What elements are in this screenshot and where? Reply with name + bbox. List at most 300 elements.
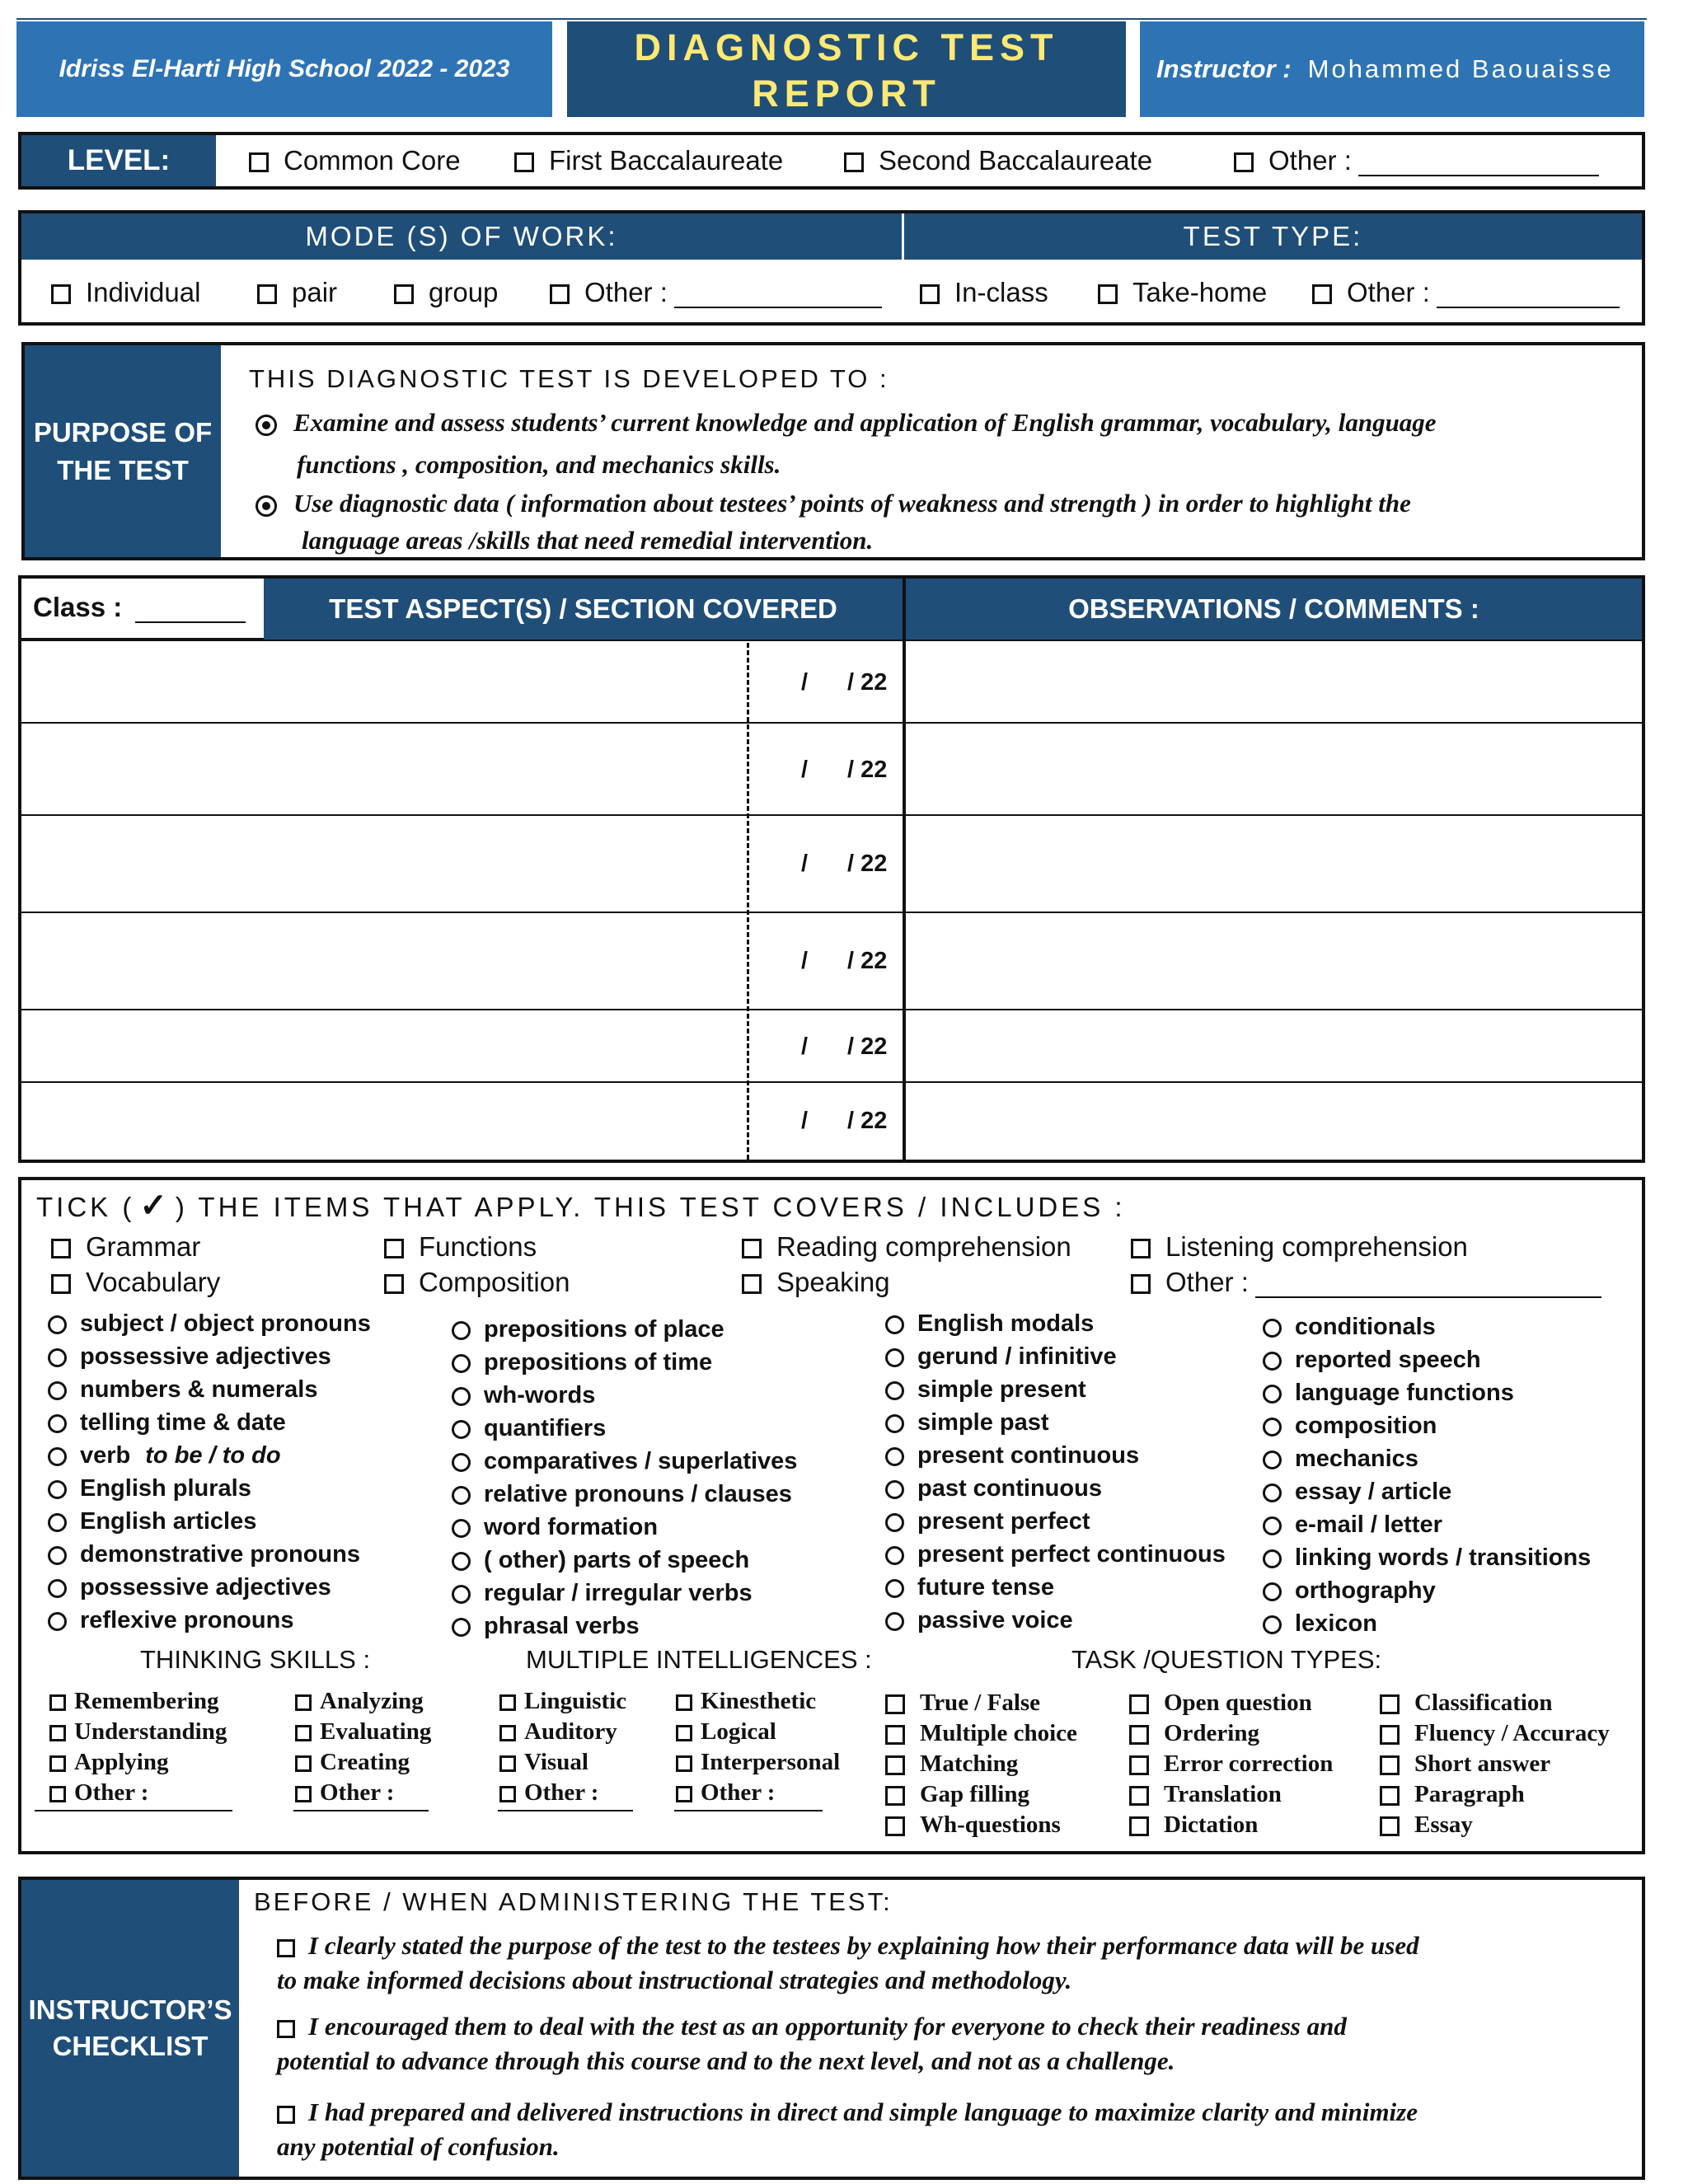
skill-other-field[interactable] [1255, 1296, 1601, 1298]
table-row[interactable] [21, 724, 1643, 816]
school-name: Idriss El-Harti High School 2022 - 2023 [59, 55, 510, 82]
grammar-item[interactable] [885, 1508, 1090, 1535]
checklist-item-2[interactable] [277, 2009, 1347, 2079]
header-top-rule [16, 18, 1647, 20]
checkbox-icon[interactable] [51, 284, 71, 304]
thinking-item[interactable] [295, 1688, 424, 1715]
grammar-item[interactable] [885, 1607, 1073, 1634]
skill-other[interactable] [1131, 1267, 1601, 1298]
radio-icon[interactable] [452, 1420, 471, 1439]
grammar-item[interactable] [48, 1310, 371, 1338]
option-label: Other : [584, 277, 668, 307]
thinking-other-field[interactable] [35, 1810, 232, 1811]
item-label: prepositions of time [484, 1349, 713, 1376]
skill-reading[interactable] [742, 1231, 1071, 1263]
radio-icon[interactable] [1263, 1385, 1282, 1404]
task-item[interactable] [885, 1720, 1077, 1747]
option-label: Individual [86, 277, 201, 307]
checkbox-icon[interactable] [51, 1274, 71, 1294]
purpose-item-2 [256, 485, 1411, 559]
checklist-item-1-text: I clearly stated the purpose of the test to the testees by explaining how their performance data will be used [308, 1931, 1419, 1960]
checklist-item-3-text-cont: any potential of confusion. [277, 2132, 560, 2161]
grammar-item[interactable] [48, 1343, 331, 1371]
item-label: Auditory [524, 1718, 617, 1745]
item-label: simple past [917, 1409, 1049, 1436]
radio-icon[interactable] [1263, 1451, 1282, 1469]
score-total: / 22 [847, 1033, 888, 1060]
grammar-item[interactable] [1263, 1610, 1377, 1638]
checkbox-icon[interactable] [844, 152, 864, 172]
radio-icon[interactable] [48, 1546, 67, 1565]
task-item[interactable] [1380, 1781, 1525, 1808]
tasks-heading: TASK /QUESTION TYPES: [1071, 1645, 1382, 1674]
checkbox-icon[interactable] [1129, 1694, 1149, 1714]
radio-icon[interactable] [1263, 1549, 1282, 1568]
option-label: Other : [1165, 1267, 1249, 1297]
item-label: Gap filling [920, 1781, 1029, 1807]
score-slash: / [801, 1033, 809, 1060]
radio-icon[interactable] [452, 1354, 471, 1373]
task-item[interactable] [1129, 1720, 1259, 1747]
option-label: Reading comprehension [776, 1231, 1071, 1262]
bullet-icon [256, 495, 277, 517]
checkbox-icon[interactable] [277, 2020, 295, 2038]
item-label: lexicon [1295, 1610, 1377, 1637]
radio-icon[interactable] [452, 1321, 471, 1340]
item-label: gerund / infinitive [917, 1343, 1117, 1370]
checkbox-icon[interactable] [676, 1755, 692, 1772]
skill-vocabulary[interactable] [51, 1267, 220, 1298]
grammar-item[interactable] [452, 1382, 595, 1409]
type-take-home[interactable] [1098, 277, 1267, 308]
item-label: Logical [701, 1718, 776, 1745]
radio-icon[interactable] [452, 1552, 471, 1571]
radio-icon[interactable] [48, 1480, 67, 1499]
purpose-item-2-text-cont: language areas /skills that need remedial intervention. [302, 526, 874, 555]
checkbox-icon[interactable] [1234, 152, 1254, 172]
checkbox-icon[interactable] [550, 284, 570, 304]
checklist-label [21, 1880, 239, 2177]
intelligences-heading: MULTIPLE INTELLIGENCES : [526, 1645, 872, 1674]
task-item[interactable] [1380, 1690, 1553, 1717]
grammar-item[interactable] [48, 1409, 286, 1436]
item-label: Other : [320, 1779, 395, 1806]
checkbox-icon[interactable] [885, 1786, 905, 1806]
checkbox-icon[interactable] [295, 1694, 312, 1711]
item-label: verb [80, 1442, 131, 1469]
purpose-item-1 [256, 401, 1437, 485]
checkbox-icon[interactable] [384, 1239, 404, 1258]
checkbox-icon[interactable] [499, 1694, 516, 1711]
item-label: Kinesthetic [701, 1688, 817, 1714]
tick-heading-start: TICK ( [36, 1192, 135, 1222]
grammar-item[interactable] [885, 1409, 1049, 1436]
radio-icon[interactable] [48, 1612, 67, 1631]
checkbox-icon[interactable] [277, 2106, 295, 2124]
purpose-label [25, 345, 221, 557]
table-row[interactable] [21, 640, 1643, 724]
checkbox-icon[interactable] [394, 284, 414, 304]
checkbox-icon[interactable] [295, 1725, 312, 1741]
grammar-item[interactable] [885, 1442, 1139, 1469]
checkbox-icon[interactable] [742, 1274, 762, 1294]
table-row[interactable] [21, 816, 1643, 913]
grammar-item[interactable] [885, 1310, 1094, 1338]
thinking-item[interactable] [295, 1718, 431, 1746]
item-label: Multiple choice [920, 1720, 1077, 1746]
task-item[interactable] [1380, 1720, 1610, 1747]
radio-icon[interactable] [885, 1513, 904, 1532]
test-type-header: TEST TYPE: [1183, 221, 1363, 251]
tick-heading [36, 1187, 1126, 1225]
mode-pair[interactable] [257, 277, 337, 308]
grammar-item[interactable] [452, 1349, 712, 1376]
option-label: pair [292, 277, 338, 307]
thinking-item[interactable] [49, 1688, 219, 1715]
radio-icon[interactable] [452, 1486, 471, 1505]
mode-other[interactable] [550, 277, 882, 308]
grammar-item[interactable] [1263, 1577, 1436, 1605]
item-label: Other : [524, 1779, 599, 1806]
task-item[interactable] [885, 1781, 1029, 1808]
class-input[interactable] [135, 621, 246, 623]
checkbox-icon[interactable] [676, 1786, 692, 1802]
skill-composition[interactable] [384, 1267, 570, 1298]
task-item[interactable] [1129, 1750, 1333, 1778]
thinking-other-field-2[interactable] [293, 1810, 429, 1811]
checkbox-icon[interactable] [49, 1755, 66, 1772]
checkbox-icon[interactable] [1380, 1694, 1400, 1714]
item-label: demonstrative pronouns [80, 1541, 360, 1568]
item-label: passive voice [917, 1607, 1073, 1633]
report-title [567, 21, 1126, 117]
grammar-item[interactable] [48, 1541, 360, 1568]
item-label: composition [1295, 1413, 1437, 1439]
item-label: language functions [1295, 1380, 1514, 1406]
intelligence-item[interactable] [499, 1749, 588, 1776]
table-row[interactable] [21, 1010, 1643, 1083]
checklist-item-1[interactable] [277, 1929, 1419, 1998]
radio-icon[interactable] [1263, 1516, 1282, 1535]
task-item[interactable] [1380, 1750, 1550, 1778]
checkbox-icon[interactable] [676, 1725, 692, 1741]
item-label: wh-words [484, 1382, 596, 1408]
purpose-heading: THIS DIAGNOSTIC TEST IS DEVELOPED TO : [249, 364, 889, 393]
checkbox-icon[interactable] [885, 1816, 905, 1836]
mode-group[interactable] [394, 277, 498, 308]
checkbox-icon[interactable] [277, 1939, 295, 1957]
item-label: possessive adjectives [80, 1574, 331, 1601]
checkbox-icon[interactable] [249, 152, 269, 172]
grammar-item[interactable] [1263, 1446, 1418, 1473]
checkbox-icon[interactable] [1131, 1239, 1151, 1258]
instructor-name: Mohammed Baouaisse [1307, 54, 1614, 83]
radio-icon[interactable] [885, 1447, 904, 1466]
radio-icon[interactable] [48, 1414, 67, 1433]
radio-icon[interactable] [1263, 1418, 1282, 1436]
grammar-item[interactable] [48, 1442, 281, 1469]
checklist-label-line-1: INSTRUCTOR’S [28, 1994, 232, 2025]
radio-icon[interactable] [452, 1618, 471, 1637]
item-label: Classification [1414, 1690, 1553, 1716]
grammar-item[interactable] [48, 1376, 317, 1404]
item-label: essay / article [1295, 1479, 1452, 1505]
checkbox-icon[interactable] [1129, 1725, 1149, 1745]
item-label: subject / object pronouns [80, 1310, 371, 1337]
thinking-item[interactable] [49, 1718, 227, 1746]
radio-icon[interactable] [48, 1447, 67, 1466]
intelligence-item[interactable] [499, 1718, 617, 1746]
item-label: word formation [484, 1514, 659, 1540]
grammar-item[interactable] [452, 1514, 658, 1541]
task-item[interactable] [1129, 1690, 1312, 1717]
checkbox-icon[interactable] [49, 1725, 66, 1741]
checklist-item-2-text-cont: potential to advance through this course and to the next level, and not as a challenge. [277, 2046, 1175, 2075]
intelligence-item[interactable] [676, 1688, 816, 1715]
aspect-header: TEST ASPECT(S) / SECTION COVERED [264, 579, 903, 640]
grammar-item[interactable] [1263, 1413, 1437, 1440]
item-label: simple present [917, 1376, 1086, 1403]
checkbox-icon[interactable] [499, 1755, 516, 1772]
item-label: Paragraph [1414, 1781, 1525, 1807]
type-in-class[interactable] [920, 277, 1048, 308]
skill-listening[interactable] [1131, 1231, 1468, 1263]
option-label: Common Core [284, 145, 461, 176]
table-row[interactable] [21, 913, 1643, 1010]
item-label: Understanding [74, 1718, 227, 1745]
item-label: present continuous [917, 1442, 1140, 1469]
intelligence-item[interactable] [499, 1779, 598, 1807]
item-label: Fluency / Accuracy [1414, 1720, 1610, 1746]
task-item[interactable] [1380, 1811, 1473, 1839]
skill-functions[interactable] [384, 1231, 537, 1263]
item-label: telling time & date [80, 1409, 286, 1436]
item-label: ( other) parts of speech [484, 1547, 750, 1573]
option-label: In-class [954, 277, 1048, 307]
intelligence-item[interactable] [676, 1718, 776, 1746]
item-label: past continuous [917, 1475, 1102, 1502]
radio-icon[interactable] [452, 1453, 471, 1472]
option-label: Composition [419, 1267, 570, 1297]
level-other-field[interactable] [1358, 175, 1599, 176]
grammar-item[interactable] [48, 1574, 331, 1601]
score-total: / 22 [847, 757, 888, 783]
item-label: mechanics [1295, 1446, 1418, 1472]
item-label: reported speech [1295, 1347, 1481, 1373]
grammar-item[interactable] [452, 1613, 640, 1640]
option-label: Second Baccalaureate [879, 145, 1153, 176]
score-slash: / [801, 1108, 809, 1134]
checkbox-icon[interactable] [514, 152, 534, 172]
thinking-item[interactable] [49, 1749, 168, 1776]
checkbox-icon[interactable] [295, 1755, 312, 1772]
grammar-item[interactable] [885, 1376, 1086, 1404]
item-label: present perfect [917, 1508, 1090, 1535]
grammar-item[interactable] [452, 1316, 724, 1343]
radio-icon[interactable] [885, 1579, 904, 1598]
grammar-item[interactable] [452, 1448, 797, 1475]
checkbox-icon[interactable] [499, 1725, 516, 1741]
checkbox-icon[interactable] [1380, 1786, 1400, 1806]
level-other[interactable] [1234, 145, 1599, 176]
score-slash: / [801, 948, 809, 974]
checkbox-icon[interactable] [885, 1694, 905, 1714]
checkbox-icon[interactable] [1098, 284, 1118, 304]
checkbox-icon[interactable] [384, 1274, 404, 1294]
item-label: English plurals [80, 1475, 251, 1502]
checkbox-icon[interactable] [499, 1786, 516, 1802]
grammar-item[interactable] [452, 1547, 749, 1574]
checkbox-icon[interactable] [1380, 1816, 1400, 1836]
checklist-item-3[interactable] [277, 2095, 1418, 2164]
grammar-item[interactable] [1263, 1511, 1442, 1539]
item-label: Other : [701, 1779, 776, 1806]
intelligence-other-field[interactable] [498, 1810, 633, 1811]
radio-icon[interactable] [885, 1381, 904, 1400]
radio-icon[interactable] [885, 1480, 904, 1499]
task-item[interactable] [885, 1750, 1018, 1778]
task-item[interactable] [885, 1690, 1040, 1717]
grammar-item[interactable] [48, 1508, 256, 1535]
option-label: Other : [1268, 145, 1352, 176]
level-common-core[interactable] [249, 145, 461, 176]
item-label: Essay [1414, 1811, 1473, 1838]
radio-icon[interactable] [452, 1387, 471, 1406]
item-label: Visual [524, 1749, 588, 1775]
checkbox-icon[interactable] [1129, 1786, 1149, 1806]
item-label: Applying [74, 1749, 169, 1775]
level-first-bac[interactable] [514, 145, 783, 176]
checkbox-icon[interactable] [1129, 1755, 1149, 1775]
option-label: Vocabulary [86, 1267, 221, 1297]
checkbox-icon[interactable] [51, 1239, 71, 1258]
mode-individual[interactable] [51, 277, 200, 308]
checkbox-icon[interactable] [885, 1725, 905, 1745]
item-label: Dictation [1164, 1811, 1259, 1838]
radio-icon[interactable] [48, 1513, 67, 1532]
skill-grammar[interactable] [51, 1231, 200, 1263]
level-label: LEVEL: [21, 135, 216, 186]
grammar-item[interactable] [885, 1541, 1226, 1568]
grammar-item[interactable] [1263, 1544, 1591, 1572]
item-label: phrasal verbs [484, 1613, 640, 1639]
thinking-item[interactable] [295, 1779, 394, 1807]
item-label: Error correction [1164, 1750, 1334, 1777]
item-label: Short answer [1414, 1750, 1551, 1777]
checkbox-icon[interactable] [1129, 1816, 1149, 1836]
radio-icon[interactable] [48, 1315, 67, 1334]
radio-icon[interactable] [1263, 1352, 1282, 1371]
radio-icon[interactable] [885, 1414, 904, 1433]
intelligence-item[interactable] [676, 1749, 840, 1776]
task-item[interactable] [1129, 1781, 1282, 1808]
item-label: Remembering [74, 1688, 219, 1714]
grammar-item[interactable] [885, 1574, 1054, 1601]
thinking-item[interactable] [49, 1779, 148, 1807]
item-label: possessive adjectives [80, 1343, 331, 1370]
radio-icon[interactable] [885, 1315, 904, 1334]
checkbox-icon[interactable] [1312, 284, 1332, 304]
checkbox-icon[interactable] [257, 284, 277, 304]
mode-other-field[interactable] [674, 307, 882, 308]
checkbox-icon[interactable] [49, 1786, 66, 1802]
level-second-bac[interactable] [844, 145, 1152, 176]
grammar-item[interactable] [1263, 1380, 1514, 1407]
checkbox-icon[interactable] [742, 1239, 762, 1258]
radio-icon[interactable] [885, 1612, 904, 1631]
item-label: numbers & numerals [80, 1376, 318, 1403]
radio-icon[interactable] [1263, 1582, 1282, 1601]
checkbox-icon[interactable] [1131, 1274, 1151, 1294]
grammar-item[interactable] [885, 1343, 1117, 1371]
option-label: First Baccalaureate [549, 145, 784, 176]
task-item[interactable] [885, 1811, 1061, 1839]
score-total: / 22 [847, 851, 888, 877]
skill-speaking[interactable] [742, 1267, 890, 1298]
radio-icon[interactable] [452, 1519, 471, 1538]
radio-icon[interactable] [1263, 1483, 1282, 1502]
checklist-label-line-2: CHECKLIST [52, 2031, 209, 2061]
purpose-label-line-1: PURPOSE OF [33, 416, 213, 448]
grammar-item[interactable] [452, 1481, 792, 1508]
radio-icon[interactable] [885, 1348, 904, 1367]
radio-icon[interactable] [1263, 1319, 1282, 1338]
radio-icon[interactable] [48, 1348, 67, 1367]
grammar-item[interactable] [1263, 1314, 1436, 1341]
purpose-label-line-2: THE TEST [57, 454, 189, 485]
intelligence-other-field-2[interactable] [674, 1810, 823, 1811]
thinking-item[interactable] [295, 1749, 410, 1776]
checkbox-icon[interactable] [1380, 1725, 1400, 1745]
grammar-item[interactable] [1263, 1479, 1451, 1506]
checkbox-icon[interactable] [295, 1786, 312, 1802]
grammar-item[interactable] [452, 1415, 606, 1442]
option-label: Other : [1347, 277, 1430, 307]
grammar-item[interactable] [452, 1580, 753, 1607]
radio-icon[interactable] [452, 1585, 471, 1604]
item-label: Wh-questions [920, 1811, 1061, 1838]
item-label: Interpersonal [701, 1749, 841, 1775]
checkbox-icon[interactable] [676, 1694, 692, 1711]
checkbox-icon[interactable] [885, 1755, 905, 1775]
radio-icon[interactable] [48, 1579, 67, 1598]
grammar-item[interactable] [885, 1475, 1102, 1502]
checkbox-icon[interactable] [920, 284, 940, 304]
type-other-field[interactable] [1437, 307, 1620, 308]
grammar-item[interactable] [48, 1475, 251, 1502]
checkbox-icon[interactable] [49, 1694, 66, 1711]
intelligence-item[interactable] [499, 1688, 626, 1715]
radio-icon[interactable] [885, 1546, 904, 1565]
task-item[interactable] [1129, 1811, 1258, 1839]
item-label: Creating [320, 1749, 410, 1775]
class-field[interactable] [33, 592, 246, 623]
item-label: English articles [80, 1508, 257, 1535]
thinking-heading: THINKING SKILLS : [140, 1645, 371, 1674]
item-label: comparatives / superlatives [484, 1448, 798, 1474]
tick-heading-end: ) THE ITEMS THAT APPLY. THIS TEST COVERS / INCLUDES : [175, 1192, 1126, 1222]
checkbox-icon[interactable] [1380, 1755, 1400, 1775]
type-other[interactable] [1312, 277, 1620, 308]
item-label: conditionals [1295, 1314, 1436, 1340]
score-slash: / [801, 757, 809, 783]
grammar-item[interactable] [1263, 1347, 1481, 1374]
grammar-item[interactable] [48, 1607, 293, 1634]
radio-icon[interactable] [48, 1381, 67, 1400]
radio-icon[interactable] [1263, 1615, 1282, 1634]
purpose-item-2-text: Use diagnostic data ( information about testees’ points of weakness and strength ) in order to highlight the [293, 489, 1411, 518]
intelligence-item[interactable] [676, 1779, 775, 1807]
